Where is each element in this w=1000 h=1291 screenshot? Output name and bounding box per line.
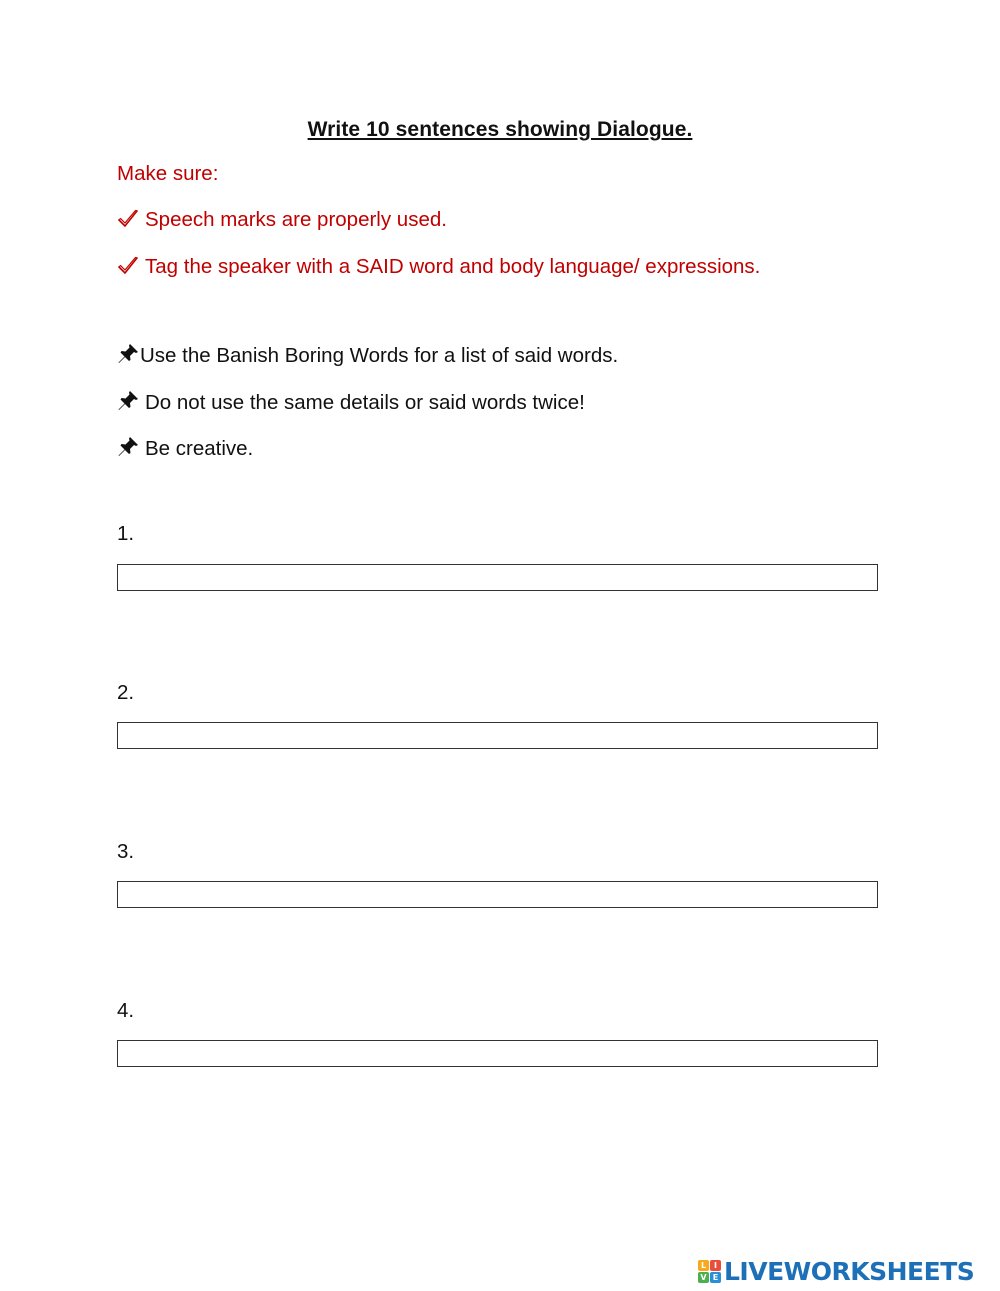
liveworksheets-logo — [698, 1257, 974, 1285]
tip-item-1-text: Use the Banish Boring Words for a list of said words. — [140, 344, 619, 367]
answer-box-1[interactable] — [117, 564, 878, 591]
tip-item-2-text: Do not use the same details or said words twice! — [145, 391, 585, 414]
tip-item-3 — [117, 436, 253, 464]
question-number-4: 4. — [117, 999, 135, 1022]
pushpin-icon — [117, 343, 139, 371]
pushpin-icon — [117, 390, 139, 418]
make-sure-item-1-text: Speech marks are properly used. — [145, 208, 447, 231]
make-sure-item-2 — [117, 255, 760, 282]
logo-text: LIVEWORKSHEETS — [724, 1256, 975, 1286]
checkmark-icon — [117, 209, 139, 235]
make-sure-heading: Make sure: — [117, 162, 219, 185]
checkmark-icon — [117, 256, 139, 282]
logo-block: E — [710, 1272, 721, 1283]
logo-block: I — [710, 1260, 721, 1271]
answer-box-2[interactable] — [117, 722, 878, 749]
question-number-2: 2. — [117, 681, 135, 704]
logo-block: V — [698, 1272, 709, 1283]
answer-box-3[interactable] — [117, 881, 878, 908]
pushpin-icon — [117, 436, 139, 464]
tip-item-2 — [117, 390, 585, 418]
answer-box-4[interactable] — [117, 1040, 878, 1067]
question-number-1: 1. — [117, 522, 135, 545]
logo-blocks — [698, 1260, 721, 1283]
tip-item-3-text: Be creative. — [145, 437, 254, 460]
make-sure-item-1 — [117, 208, 447, 235]
logo-block: L — [698, 1260, 709, 1271]
question-number-3: 3. — [117, 840, 135, 863]
make-sure-item-2-text: Tag the speaker with a SAID word and body language/ expressions. — [145, 255, 761, 278]
tip-item-1 — [117, 343, 618, 371]
worksheet-title: Write 10 sentences showing Dialogue. — [307, 118, 693, 141]
